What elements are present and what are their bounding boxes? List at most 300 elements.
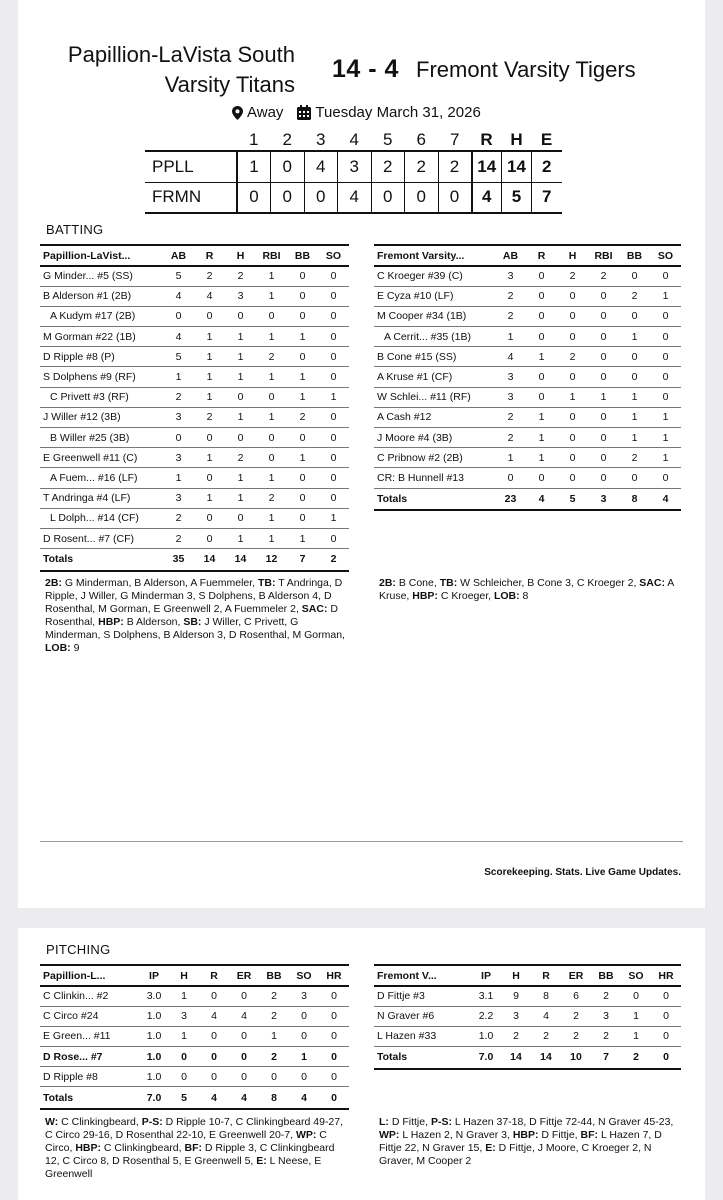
stat-cell: 3.0 [139, 986, 169, 1006]
stat-cell: 1 [194, 448, 225, 468]
away-batting-notes [379, 577, 684, 603]
stat-cell: 1 [526, 448, 557, 468]
stat-cell: 0 [318, 347, 349, 367]
away-team-name: Fremont Varsity Tigers [416, 57, 636, 82]
stat-cell: 1.0 [139, 1047, 169, 1067]
totals-cell: 8 [619, 488, 650, 510]
pitching-section-title: PITCHING [46, 942, 111, 957]
stat-cell: 2 [561, 1006, 591, 1026]
totals-cell: 4 [289, 1087, 319, 1109]
stat-cell: 0 [588, 407, 619, 427]
note-label: HBP: [412, 590, 438, 602]
player-name: C Pribnow #2 (2B) [374, 448, 495, 468]
stat-cell: 1 [194, 488, 225, 508]
player-row [374, 986, 681, 1006]
location-pin-icon [232, 106, 243, 120]
totals-cell: 7 [591, 1047, 621, 1069]
stat-cell: 2 [163, 387, 194, 407]
stat-cell: 1 [256, 528, 287, 548]
note-text: D Fittje, [538, 1129, 581, 1141]
note-text: W Schleicher, B Cone 3, C Kroeger 2, [457, 577, 640, 589]
totals-cell: 14 [501, 1047, 531, 1069]
note-text: L Hazen 37-18, D Fittje 72-44, N Graver 45-23, [451, 1116, 674, 1128]
stat-cell: 2 [495, 407, 526, 427]
stat-column-header: H [557, 245, 588, 266]
stat-column-header: ER [561, 965, 591, 986]
totals-cell: 14 [194, 549, 225, 571]
totals-cell: 35 [163, 549, 194, 571]
stat-cell: 2 [557, 266, 588, 286]
home-pitching-notes [45, 1116, 350, 1181]
totals-cell: 0 [651, 1047, 681, 1069]
stat-cell: 1 [619, 428, 650, 448]
stat-cell: 0 [557, 468, 588, 488]
stat-cell: 0 [619, 468, 650, 488]
totals-cell: 5 [169, 1087, 199, 1109]
game-meta [232, 104, 481, 121]
stat-cell: 0 [287, 266, 318, 286]
note-text: A Kruse, [379, 577, 674, 602]
stat-cell: 1 [650, 286, 681, 306]
stat-cell: 0 [229, 1047, 259, 1067]
line-score-header-cell: E [540, 130, 553, 149]
stat-cell: 1 [225, 407, 256, 427]
stat-cell: 1.0 [139, 1067, 169, 1087]
stat-cell: 3 [289, 986, 319, 1006]
stat-cell: 1 [225, 528, 256, 548]
stat-cell: 0 [588, 347, 619, 367]
stat-cell: 1 [287, 528, 318, 548]
stat-cell: 1 [163, 468, 194, 488]
stat-cell: 2 [259, 986, 289, 1006]
totals-cell: 23 [495, 488, 526, 510]
line-score-h: 14 [502, 151, 532, 182]
stat-column-header: ER [229, 965, 259, 986]
stat-cell: 1 [225, 468, 256, 488]
stat-cell: 0 [319, 1067, 349, 1087]
pitching-card [18, 928, 705, 1200]
note-text: C Clinkingbeard, [58, 1116, 142, 1128]
stat-cell: 0 [557, 327, 588, 347]
player-row [40, 448, 349, 468]
stat-cell: 2 [619, 448, 650, 468]
line-score-header-cell: H [510, 130, 523, 149]
home-team-line2: Varsity Titans [164, 72, 295, 97]
stat-cell: 2 [619, 286, 650, 306]
note-label: HBP: [98, 616, 124, 628]
stat-cell: 1 [194, 327, 225, 347]
stat-cell: 2 [194, 407, 225, 427]
box-score-card [18, 0, 705, 908]
divider [40, 841, 683, 842]
stat-cell: 6 [561, 986, 591, 1006]
team-column-title: Fremont V... [374, 965, 471, 986]
line-score-inning: 3 [338, 151, 372, 182]
totals-cell: 14 [531, 1047, 561, 1069]
batting-section-title: BATTING [46, 222, 104, 237]
line-score-row [145, 151, 562, 182]
player-name: C Kroeger #39 (C) [374, 266, 495, 286]
stat-cell: 3 [163, 448, 194, 468]
note-text: D Fittje, [388, 1116, 431, 1128]
player-name: A Kruse #1 (CF) [374, 367, 495, 387]
stat-cell: 0 [256, 448, 287, 468]
stat-column-header: BB [259, 965, 289, 986]
stat-cell: 0 [318, 367, 349, 387]
note-text: T Andringa, D Ripple, J Willer, G Minderman 3, S Dolphens, B Alderson 4, D Rosenthal, M Gorman, E Greenwell 2, A Fuemmeler 2, [45, 577, 343, 615]
stat-cell: 0 [318, 266, 349, 286]
stat-cell: 0 [621, 986, 651, 1006]
note-label: P-S: [141, 1116, 163, 1128]
stat-header-row [40, 965, 349, 986]
totals-cell: 4 [650, 488, 681, 510]
player-name: J Willer #12 (3B) [40, 407, 163, 427]
player-name: C Clinkin... #2 [40, 986, 139, 1006]
stat-cell: 0 [318, 327, 349, 347]
stat-cell: 3 [591, 1006, 621, 1026]
player-row [40, 286, 349, 306]
stat-cell: 3 [163, 488, 194, 508]
stat-cell: 1 [225, 347, 256, 367]
stat-cell: 1 [225, 367, 256, 387]
stat-cell: 0 [259, 1067, 289, 1087]
note-text: D Rosenthal, [45, 603, 338, 628]
stat-cell: 0 [194, 508, 225, 528]
player-row [40, 508, 349, 528]
stat-cell: 0 [650, 367, 681, 387]
note-text: C Clinkingbeard, [101, 1142, 185, 1154]
note-label: SB: [183, 616, 202, 628]
stat-cell: 1.0 [139, 1026, 169, 1046]
stat-cell: 0 [588, 286, 619, 306]
stat-cell: 4 [163, 286, 194, 306]
note-label: 2B: [379, 577, 396, 589]
stat-cell: 2 [495, 306, 526, 326]
stat-cell: 3 [169, 1006, 199, 1026]
stat-cell: 0 [619, 306, 650, 326]
player-row [374, 448, 681, 468]
stat-column-header: R [526, 245, 557, 266]
stat-cell: 9 [501, 986, 531, 1006]
stat-column-header: AB [163, 245, 194, 266]
stat-column-header: R [194, 245, 225, 266]
stat-column-header: R [531, 965, 561, 986]
note-text: L Hazen 2, N Graver 3, [399, 1129, 513, 1141]
stat-cell: 1 [259, 1026, 289, 1046]
totals-label: Totals [374, 488, 495, 510]
stat-cell: 2 [495, 286, 526, 306]
line-score-inning: 0 [304, 182, 338, 213]
player-row [40, 306, 349, 326]
stat-cell: 4 [229, 1006, 259, 1026]
totals-cell: 0 [319, 1087, 349, 1109]
stat-cell: 0 [588, 428, 619, 448]
player-name: A Cash #12 [374, 407, 495, 427]
stat-cell: 2 [561, 1026, 591, 1046]
stat-cell: 0 [287, 508, 318, 528]
stat-cell: 3 [495, 266, 526, 286]
stat-cell: 0 [199, 1067, 229, 1087]
stat-cell: 4 [199, 1006, 229, 1026]
player-name: D Ripple #8 [40, 1067, 139, 1087]
stat-cell: 3 [225, 286, 256, 306]
totals-cell: 14 [225, 549, 256, 571]
calendar-icon [297, 105, 311, 120]
stat-cell: 0 [526, 266, 557, 286]
player-row [40, 528, 349, 548]
totals-row [374, 1047, 681, 1069]
note-text: D Ripple 3, C Clinkingbeard 12, C Circo 8, D Rosenthal 5, E Greenwell 5, [45, 1142, 335, 1167]
stat-cell: 0 [526, 468, 557, 488]
note-label: L: [379, 1116, 389, 1128]
stat-cell: 1 [495, 448, 526, 468]
player-name: E Green... #11 [40, 1026, 139, 1046]
player-name: D Ripple #8 (P) [40, 347, 163, 367]
game-date: Tuesday March 31, 2026 [315, 104, 481, 121]
line-score-header-cell: 1 [249, 130, 259, 149]
stat-cell: 2 [163, 508, 194, 528]
stat-cell: 1 [650, 448, 681, 468]
line-score-inning: 1 [237, 151, 271, 182]
stat-cell: 0 [163, 428, 194, 448]
stat-cell: 2 [256, 488, 287, 508]
player-name: C Circo #24 [40, 1006, 139, 1026]
line-score-inning: 2 [405, 151, 439, 182]
stat-cell: 0 [318, 428, 349, 448]
stat-cell: 0 [651, 1006, 681, 1026]
note-text: C Circo, [45, 1129, 327, 1154]
stat-cell: 1 [163, 367, 194, 387]
player-row [40, 367, 349, 387]
line-score-inning: 0 [271, 151, 305, 182]
stat-cell: 0 [651, 986, 681, 1006]
player-name: N Graver #6 [374, 1006, 471, 1026]
stat-cell: 0 [557, 286, 588, 306]
note-text: 8 [519, 590, 529, 602]
stat-column-header: R [199, 965, 229, 986]
stat-cell: 1 [650, 407, 681, 427]
line-score-inning: 4 [338, 182, 372, 213]
line-score-row [145, 182, 562, 213]
stat-cell: 1 [526, 428, 557, 448]
stat-cell: 1 [287, 387, 318, 407]
stat-cell: 0 [557, 407, 588, 427]
stat-cell: 0 [229, 1026, 259, 1046]
team-column-title: Fremont Varsity... [374, 245, 495, 266]
player-name: G Minder... #5 (SS) [40, 266, 163, 286]
stat-cell: 0 [194, 428, 225, 448]
player-row [374, 407, 681, 427]
stat-cell: 1 [619, 387, 650, 407]
stat-cell: 2 [588, 266, 619, 286]
player-row [40, 327, 349, 347]
final-score: 14 - 4 [332, 55, 399, 83]
stat-cell: 0 [319, 1026, 349, 1046]
line-score-e: 7 [532, 182, 562, 213]
line-score-e: 2 [532, 151, 562, 182]
totals-cell: 12 [256, 549, 287, 571]
stat-cell: 0 [557, 306, 588, 326]
player-row [40, 986, 349, 1006]
totals-label: Totals [40, 549, 163, 571]
stat-cell: 0 [526, 306, 557, 326]
stat-column-header: IP [471, 965, 501, 986]
player-name: C Privett #3 (RF) [40, 387, 163, 407]
note-text: G Minderman, B Alderson, A Fuemmeler, [61, 577, 259, 589]
stat-cell: 0 [287, 286, 318, 306]
stat-cell: 1 [289, 1047, 319, 1067]
stat-column-header: SO [621, 965, 651, 986]
player-row [374, 428, 681, 448]
note-text: J Willer, C Privett, G Minderman, S Dolphens, B Alderson 3, D Rosenthal, M Gorman, [45, 616, 345, 641]
stat-cell: 3 [495, 367, 526, 387]
player-name: CR: B Hunnell #13 [374, 468, 495, 488]
stat-column-header: HR [319, 965, 349, 986]
stat-cell: 0 [526, 367, 557, 387]
line-score-header [145, 130, 562, 151]
player-row [40, 1067, 349, 1087]
stat-cell: 0 [650, 468, 681, 488]
player-row [40, 1026, 349, 1046]
stat-cell: 1 [495, 327, 526, 347]
stat-cell: 0 [289, 1026, 319, 1046]
note-text: L Hazen 7, D Fittje 22, N Graver 15, [379, 1129, 662, 1154]
line-score-table [145, 130, 562, 214]
player-row [374, 387, 681, 407]
note-label: BF: [580, 1129, 599, 1141]
stat-cell: 0 [557, 367, 588, 387]
stat-column-header: SO [289, 965, 319, 986]
stat-cell: 0 [318, 488, 349, 508]
player-row [374, 266, 681, 286]
stat-cell: 5 [163, 266, 194, 286]
stat-cell: 1 [318, 387, 349, 407]
line-score-inning: 0 [271, 182, 305, 213]
stat-cell: 0 [287, 306, 318, 326]
line-score-r: 14 [472, 151, 502, 182]
player-name: A Fuem... #16 (LF) [40, 468, 163, 488]
stat-cell: 0 [495, 468, 526, 488]
stat-cell: 4 [163, 327, 194, 347]
stat-cell: 0 [318, 468, 349, 488]
stat-cell: 1 [619, 327, 650, 347]
player-row [374, 367, 681, 387]
stat-cell: 0 [287, 468, 318, 488]
player-row [374, 347, 681, 367]
stat-cell: 2 [225, 266, 256, 286]
line-score-header-cell: 5 [383, 130, 393, 149]
stat-cell: 0 [229, 986, 259, 1006]
stat-cell: 0 [199, 1047, 229, 1067]
line-score-team: FRMN [145, 182, 237, 213]
stat-cell: 0 [319, 986, 349, 1006]
stat-cell: 1 [256, 407, 287, 427]
player-row [374, 1026, 681, 1046]
stat-cell: 2 [495, 428, 526, 448]
totals-cell: 4 [229, 1087, 259, 1109]
totals-cell: 7.0 [139, 1087, 169, 1109]
stat-column-header: RBI [588, 245, 619, 266]
home-team-line1: Papillion-LaVista South [67, 42, 295, 67]
stat-cell: 0 [319, 1006, 349, 1026]
stat-cell: 3 [163, 407, 194, 427]
line-score-inning: 0 [405, 182, 439, 213]
stat-cell: 3 [501, 1006, 531, 1026]
stat-cell: 1 [287, 367, 318, 387]
line-score-header-cell: 3 [316, 130, 326, 149]
stat-cell: 4 [194, 286, 225, 306]
stat-cell: 0 [588, 306, 619, 326]
stat-cell: 0 [194, 528, 225, 548]
stat-column-header: SO [318, 245, 349, 266]
stat-cell: 1 [169, 1026, 199, 1046]
totals-cell: 7.0 [471, 1047, 501, 1069]
player-row [40, 407, 349, 427]
stat-cell: 0 [318, 407, 349, 427]
stat-cell: 1 [194, 367, 225, 387]
stat-cell: 1 [194, 387, 225, 407]
note-label: WP: [379, 1129, 400, 1141]
stat-cell: 0 [650, 327, 681, 347]
stat-cell: 1 [557, 387, 588, 407]
totals-cell: 5 [557, 488, 588, 510]
player-name: E Cyza #10 (LF) [374, 286, 495, 306]
stat-cell: 1.0 [139, 1006, 169, 1026]
line-score-header-cell: 7 [450, 130, 460, 149]
totals-cell: 2 [318, 549, 349, 571]
stat-cell: 0 [256, 387, 287, 407]
player-name: M Cooper #34 (1B) [374, 306, 495, 326]
note-label: E: [485, 1142, 496, 1154]
totals-cell: 4 [199, 1087, 229, 1109]
stat-cell: 0 [256, 428, 287, 448]
home-team-name [68, 40, 295, 100]
stat-column-header: H [169, 965, 199, 986]
line-score-header-cell: 2 [282, 130, 292, 149]
note-text: L Neese, E Greenwell [45, 1155, 322, 1180]
team-column-title: Papillion-LaVist... [40, 245, 163, 266]
stat-cell: 2.2 [471, 1006, 501, 1026]
stat-cell: 0 [557, 428, 588, 448]
line-score-team: PPLL [145, 151, 237, 182]
stat-cell: 1 [169, 986, 199, 1006]
note-label: SAC: [301, 603, 328, 615]
stat-cell: 0 [650, 306, 681, 326]
stat-cell: 0 [169, 1047, 199, 1067]
stat-cell: 0 [318, 286, 349, 306]
line-score-header-cell: 4 [349, 130, 359, 149]
home-batting-notes [45, 577, 350, 655]
note-label: WP: [295, 1129, 317, 1141]
stat-cell: 1 [256, 286, 287, 306]
note-text: C Kroeger, [437, 590, 494, 602]
stat-cell: 0 [194, 468, 225, 488]
stat-cell: 2 [557, 347, 588, 367]
stat-cell: 0 [650, 387, 681, 407]
note-label: LOB: [493, 590, 520, 602]
stat-cell: 1.0 [471, 1026, 501, 1046]
line-score-header-cell: R [480, 130, 493, 149]
player-name: B Cone #15 (SS) [374, 347, 495, 367]
player-row [40, 428, 349, 448]
stat-cell: 1 [526, 347, 557, 367]
stat-column-header: RBI [256, 245, 287, 266]
stat-cell: 2 [194, 266, 225, 286]
stat-cell: 0 [199, 1026, 229, 1046]
stat-cell: 0 [287, 428, 318, 448]
stat-cell: 0 [225, 387, 256, 407]
stat-cell: 0 [318, 306, 349, 326]
